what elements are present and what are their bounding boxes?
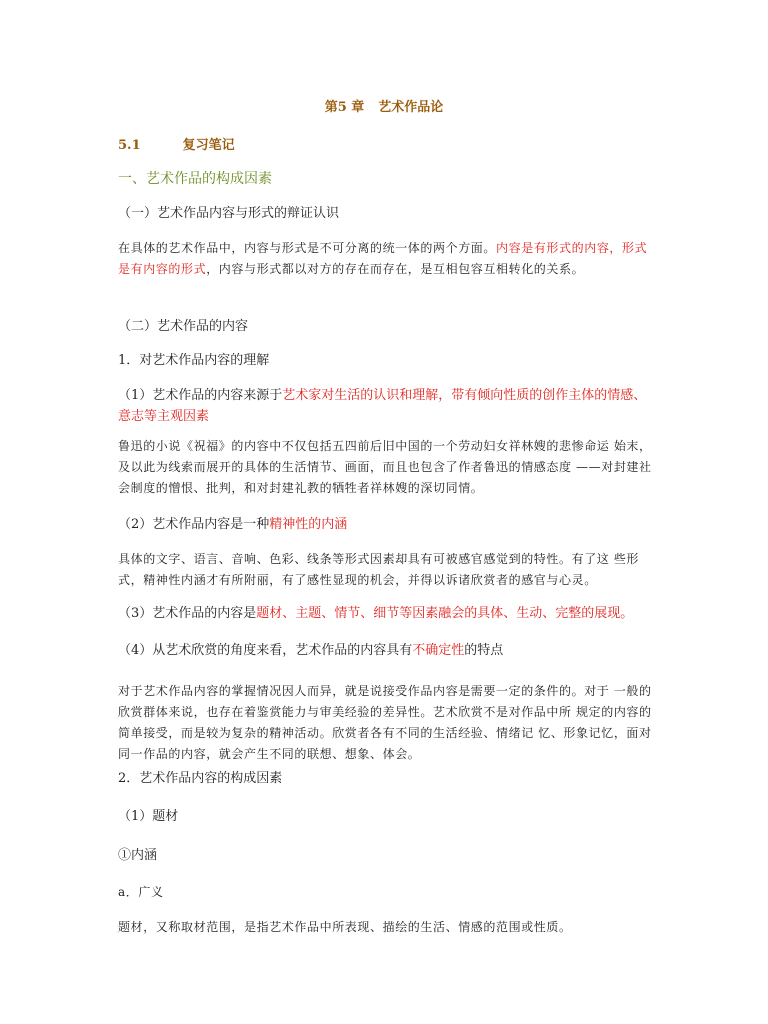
- chapter-number: 第5 章: [324, 100, 365, 115]
- item-connotation: ①内涵: [118, 848, 158, 863]
- item-constituents: 2．艺术作品内容的构成因素: [118, 771, 283, 786]
- chapter-heading: [0, 96, 768, 115]
- point-source: [118, 385, 658, 427]
- point-spiritual: [118, 514, 658, 535]
- chapter-title: 艺术作品论: [378, 100, 444, 115]
- point1-text: （1）艺术作品的内容来源于: [118, 388, 283, 403]
- point3-highlight: 题材、主题、情节、细节等因素融会的具体、生动、完整的展现。: [256, 606, 634, 621]
- item-understanding: 1．对艺术作品内容的理解: [118, 353, 270, 368]
- point-uncertainty: [118, 640, 658, 661]
- section-title: 复习笔记: [182, 138, 235, 153]
- point-integration: [118, 603, 658, 624]
- heading-composition-factors: 一、艺术作品的构成因素: [118, 171, 272, 187]
- point2-highlight: 精神性的内涵: [269, 517, 348, 532]
- point3-text: （3）艺术作品的内容是: [118, 606, 257, 621]
- para1-text-a: 在具体的艺术作品中，内容与形式是不可分离的统一体的两个方面。: [118, 241, 497, 255]
- subheading-content-form: （一）艺术作品内容与形式的辩证认识: [118, 206, 340, 221]
- para1-highlight: 内容是有形式的内容，形式是有内容的形式: [118, 241, 648, 276]
- paragraph-zhufu: 鲁迅的小说《祝福》的内容中不仅包括五四前后旧中国的一个劳动妇女祥林嫂的悲惨命运 始末，及以此为线索而展开的具体的生活情节、画面，而且也包含了作者鲁迅的情感态度 ——对封建社会制度的憎恨、批判，和对封建礼教的牺牲者祥林嫂的深切同情。: [118, 439, 652, 495]
- point4-text-c: 的特点: [464, 643, 504, 658]
- subheading-content: （二）艺术作品的内容: [118, 319, 249, 334]
- subheading-subject-matter: （1）题材: [118, 809, 179, 824]
- point4-highlight: 不确定性: [412, 643, 465, 658]
- point2-text: （2）艺术作品内容是一种: [118, 517, 270, 532]
- paragraph-content-form: [118, 238, 658, 280]
- item-broad-sense: a．广义: [118, 885, 164, 899]
- section-heading: [118, 134, 235, 153]
- paragraph-form-factors: 具体的文字、语言、音响、色彩、线条等形式因素却具有可被感官感觉到的特性。有了这 些形式，精神性内涵才有所附丽，有了感性显现的机会，并得以诉诸欣赏者的感官与心灵。: [118, 552, 640, 587]
- paragraph-subject-definition: 题材，又称取材范围，是指艺术作品中所表现、描绘的生活、情感的范围或性质。: [118, 920, 572, 934]
- para1-text-c: ，内容与形式都以对方的存在而存在，是互相包容互相转化的关系。: [206, 262, 585, 276]
- point1-highlight: 艺术家对生活的认识和理解，带有倾向性质的创作主体的情感、意志等主观因素: [118, 388, 647, 424]
- point4-text-a: （4）从艺术欣赏的角度来看，艺术作品的内容具有: [118, 643, 413, 658]
- paragraph-reception: 对于艺术作品内容的掌握情况因人而异，就是说接受作品内容是需要一定的条件的。对于 一般的欣赏群体来说，也存在着鉴赏能力与审美经验的差异性。艺术欣赏不是对作品中所 规定的内容的简单接受，而是较为复杂的精神活动。欣赏者各有不同的生活经验、情绪记 忆、形象记忆，面对同一作品的内容，就会产生不同的联想、想象、体会。: [118, 684, 652, 761]
- section-number: 5.1: [118, 138, 141, 153]
